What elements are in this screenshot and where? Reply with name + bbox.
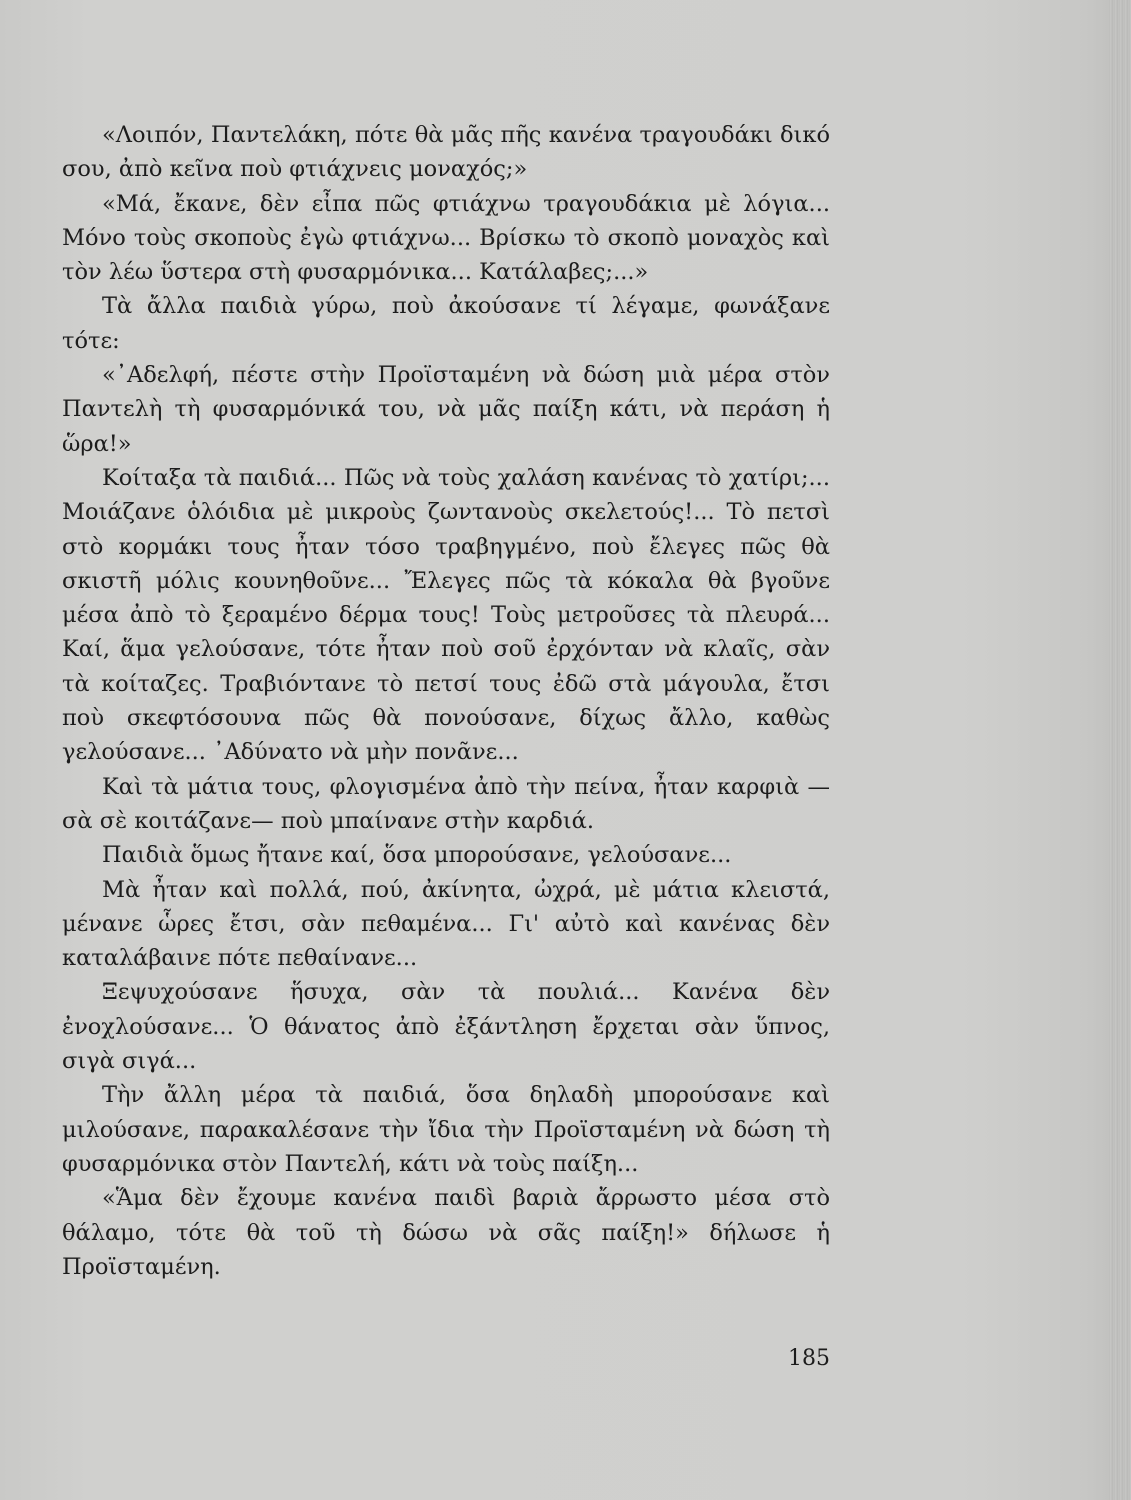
paragraph: Ξεψυχούσανε ἥσυχα, σὰν τὰ πουλιά... Κανένα δὲν ἐνοχλούσανε... Ὁ θάνατος ἀπὸ ἐξάντληση ἔρχεται σὰν ὕπνος, σιγὰ σιγά... — [62, 979, 830, 1075]
page-edge — [1109, 0, 1131, 1500]
paragraph: Καὶ τὰ μάτια τους, φλογισμένα ἀπὸ τὴν πείνα, ἦταν καρφιὰ —σὰ σὲ κοιτάζανε— ποὺ μπαίνανε στὴν καρδιά. — [62, 773, 830, 834]
paragraph: «᾿Αδελφή, πέστε στὴν Προϊσταμένη νὰ δώση μιὰ μέρα στὸν Παντελὴ τὴ φυσαρμόνικά του, νὰ μᾶς παίξη κάτι, νὰ περάση ἡ ὥρα!» — [62, 362, 830, 457]
paragraph: Τὰ ἄλλα παιδιὰ γύρω, ποὺ ἀκούσανε τί λέγαμε, φωνάξανε τότε: — [62, 293, 830, 354]
body-text — [62, 118, 830, 1284]
paragraph: Τὴν ἄλλη μέρα τὰ παιδιά, ὅσα δηλαδὴ μπορούσανε καὶ μιλούσανε, παρακαλέσανε τὴν ἴδια τὴν Προϊσταμένη νὰ δώση τὴ φυσαρμόνικα στὸν Παντελή, κάτι νὰ τοὺς παίξη... — [62, 1082, 830, 1177]
paragraph: Παιδιὰ ὅμως ἤτανε καί, ὅσα μπορούσανε, γελούσανε... — [102, 842, 732, 869]
paragraph: Κοίταξα τὰ παιδιά... Πῶς νὰ τοὺς χαλάση κανένας τὸ χατίρι;... Μοιάζανε ὁλόιδια μὲ μικροὺς ζωντανοὺς σκελετούς!... Τὸ πετσὶ στὸ κορμάκι τους ἦταν τόσο τραβηγμένο, ποὺ ἔλεγες πῶς θὰ σκιστῆ μόλις κουνηθοῦνε... Ἔλεγες πῶς τὰ κόκαλα θὰ βγοῦνε μέσα ἀπὸ τὸ ξεραμένο δέρμα τους! Τοὺς μετροῦσες τὰ πλευρά... Καί, ἅμα γελούσανε, τότε ἦταν ποὺ σοῦ ἐρχόνταν νὰ κλαῖς, σὰν τὰ κοίταζες. Τραβιόντανε τὸ πετσί τους ἐδῶ στὰ μάγουλα, ἔτσι ποὺ σκεφτόσουνα πῶς θὰ πονούσανε, δίχως ἄλλο, καθὼς γελούσανε... ᾿Αδύνατο νὰ μὴν πονᾶνε... — [62, 464, 830, 766]
page-number: 185 — [788, 1346, 830, 1371]
paragraph: «Μά, ἔκανε, δὲν εἶπα πῶς φτιάχνω τραγουδάκια μὲ λόγια... Μόνο τοὺς σκοποὺς ἐγὼ φτιάχνω... Βρίσκω τὸ σκοπὸ μοναχὸς καὶ τὸν λέω ὕστερα στὴ φυσαρμόνικα... Κατάλαβες;...» — [62, 190, 830, 286]
paragraph: Μὰ ἦταν καὶ πολλά, πού, ἀκίνητα, ὠχρά, μὲ μάτια κλειστά, μένανε ὧρες ἔτσι, σὰν πεθαμένα... Γι' αὐτὸ καὶ κανένας δὲν καταλάβαινε πότε πεθαίνανε... — [62, 876, 830, 972]
paragraph: «Ἅμα δὲν ἔχουμε κανένα παιδὶ βαριὰ ἄρρωστο μέσα στὸ θάλαμο, τότε θὰ τοῦ τὴ δώσω νὰ σᾶς παίξη!» δήλωσε ἡ Προϊσταμένη. — [62, 1185, 830, 1280]
paragraph: «Λοιπόν, Παντελάκη, πότε θὰ μᾶς πῆς κανένα τραγουδάκι δικό σου, ἀπὸ κεῖνα ποὺ φτιάχνεις μοναχός;» — [62, 122, 830, 183]
